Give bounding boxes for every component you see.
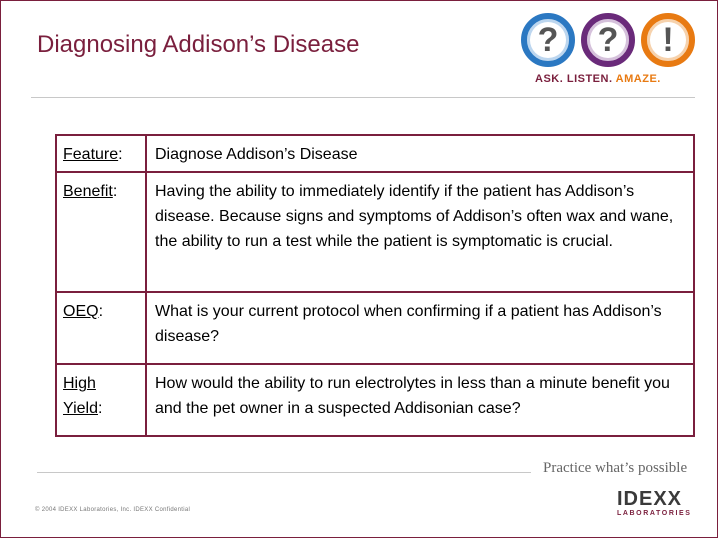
idexx-logo <box>617 489 695 519</box>
idexx-subtitle: LABORATORIES <box>617 510 692 517</box>
footer-divider <box>37 472 531 473</box>
footer-tagline: Practice what’s possible <box>543 460 688 476</box>
table-row-feature <box>56 135 694 172</box>
tag-amaze: AMAZE. <box>615 73 661 85</box>
ask-listen-amaze-logo <box>519 11 697 91</box>
tag-listen: LISTEN. <box>566 73 613 85</box>
tag-ask: ASK. <box>535 73 564 85</box>
row-label: OEQ: <box>56 292 146 364</box>
row-value: Diagnose Addison’s Disease <box>146 135 694 172</box>
table-row-benefit <box>56 172 694 292</box>
table-row-oeq <box>56 292 694 364</box>
table-row-high-yield <box>56 364 694 436</box>
title-divider <box>31 97 695 98</box>
question-bubble-icon: ? <box>581 13 635 67</box>
idexx-wordmark: IDEXX <box>617 488 683 510</box>
question-bubble-icon: ? <box>521 13 575 67</box>
row-label: Feature: <box>56 135 146 172</box>
exclamation-bubble-icon: ! <box>641 13 695 67</box>
row-value: What is your current protocol when confirming if a patient has Addison’s disease? <box>146 292 694 364</box>
logo-tagline <box>535 73 661 85</box>
copyright-text: © 2004 IDEXX Laboratories, Inc. IDEXX Confidential <box>35 507 191 513</box>
row-value: How would the ability to run electrolytes in less than a minute benefit you and the pet owner in a suspected Addisonian case? <box>146 364 694 436</box>
page-title: Diagnosing Addison’s Disease <box>37 31 360 58</box>
feature-benefit-table <box>55 134 695 437</box>
row-value: Having the ability to immediately identify if the patient has Addison’s disease. Because signs and symptoms of Addison’s often wax and wane, the ability to run a test while the patient is symptomatic is crucial. <box>146 172 694 292</box>
row-label: High Yield: <box>56 364 146 436</box>
row-label: Benefit: <box>56 172 146 292</box>
